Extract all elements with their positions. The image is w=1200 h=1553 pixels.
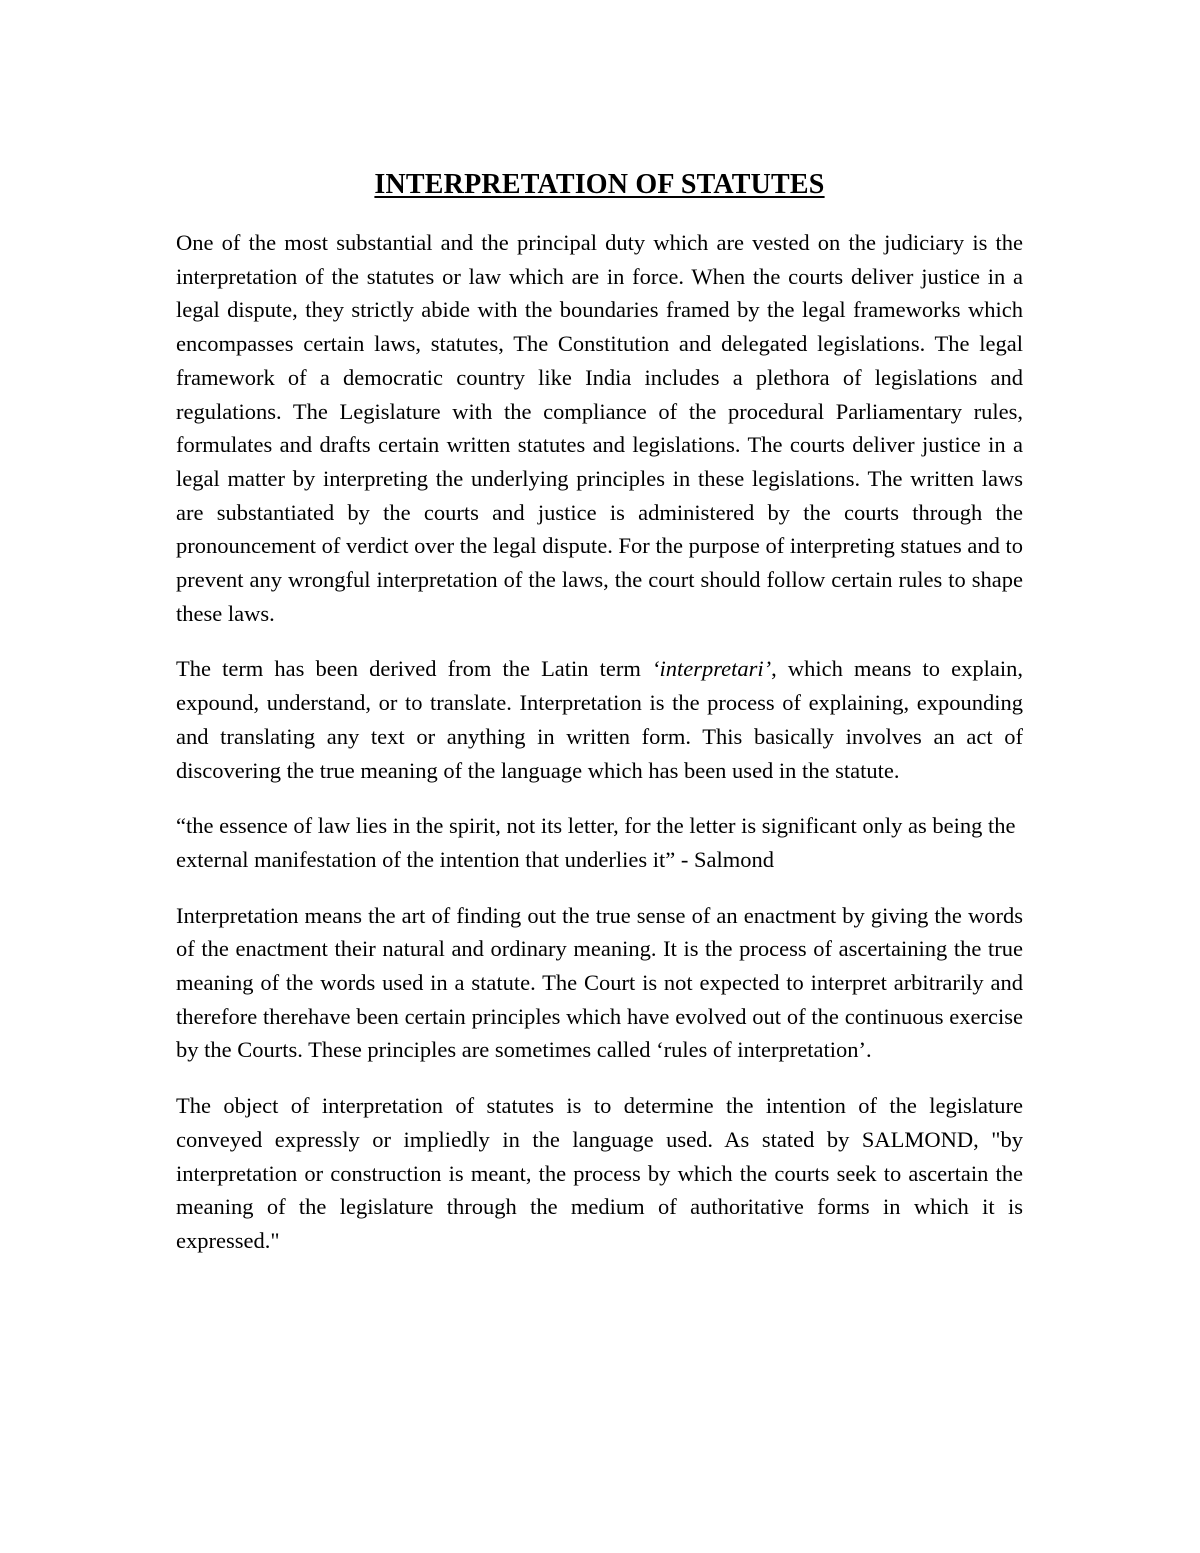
paragraph-etymology — [176, 652, 1023, 787]
etymology-text-start: The term has been derived from the Latin term — [176, 656, 652, 682]
salmond-quote: “the essence of law lies in the spirit, not its letter, for the letter is significant only as being the external manifestation of the intention that underlies it” - Salmond — [176, 813, 1016, 872]
document-page — [176, 168, 1023, 1258]
paragraph-intro: One of the most substantial and the principal duty which are vested on the judiciary is the interpretation of the statutes or law which are in force. When the courts deliver justice in a legal dispute, they strictly abide with the boundaries framed by the legal frameworks which encompasses certain laws, statutes, The Constitution and delegated legislations. The legal framework of a democratic country like India includes a plethora of legislations and regulations. The Legislature with the compliance of the procedural Parliamentary rules, formulates and drafts certain written statutes and legislations. The courts deliver justice in a legal matter by interpreting the underlying principles in these legislations. The written laws are substantiated by the courts and justice is administered by the courts through the pronouncement of verdict over the legal dispute. For the purpose of interpreting statues and to prevent any wrongful interpretation of the laws, the court should follow certain rules to shape these laws. — [176, 230, 1023, 626]
paragraph-object: The object of interpretation of statutes is to determine the intention of the legislature conveyed expressly or impliedly in the language used. As stated by SALMOND, "by interpretation or construction is meant, the process by which the courts seek to ascertain the meaning of the legislature through the medium of authoritative forms in which it is expressed." — [176, 1093, 1023, 1253]
document-title: INTERPRETATION OF STATUTES — [374, 169, 825, 200]
etymology-text-end: , which means to explain, expound, understand, or to translate. Interpretation is the process of explaining, expounding and translating any text or anything in written form. This basically involves an act of discovering the true meaning of the language which has been used in the statute. — [176, 656, 1023, 783]
paragraph-meaning: Interpretation means the art of finding out the true sense of an enactment by giving the words of the enactment their natural and ordinary meaning. It is the process of ascertaining the true meaning of the words used in a statute. The Court is not expected to interpret arbitrarily and therefore therehave been certain principles which have evolved out of the continuous exercise by the Courts. These principles are sometimes called ‘rules of interpretation’. — [176, 902, 1023, 1063]
latin-term: ‘interpretari’ — [651, 656, 772, 682]
